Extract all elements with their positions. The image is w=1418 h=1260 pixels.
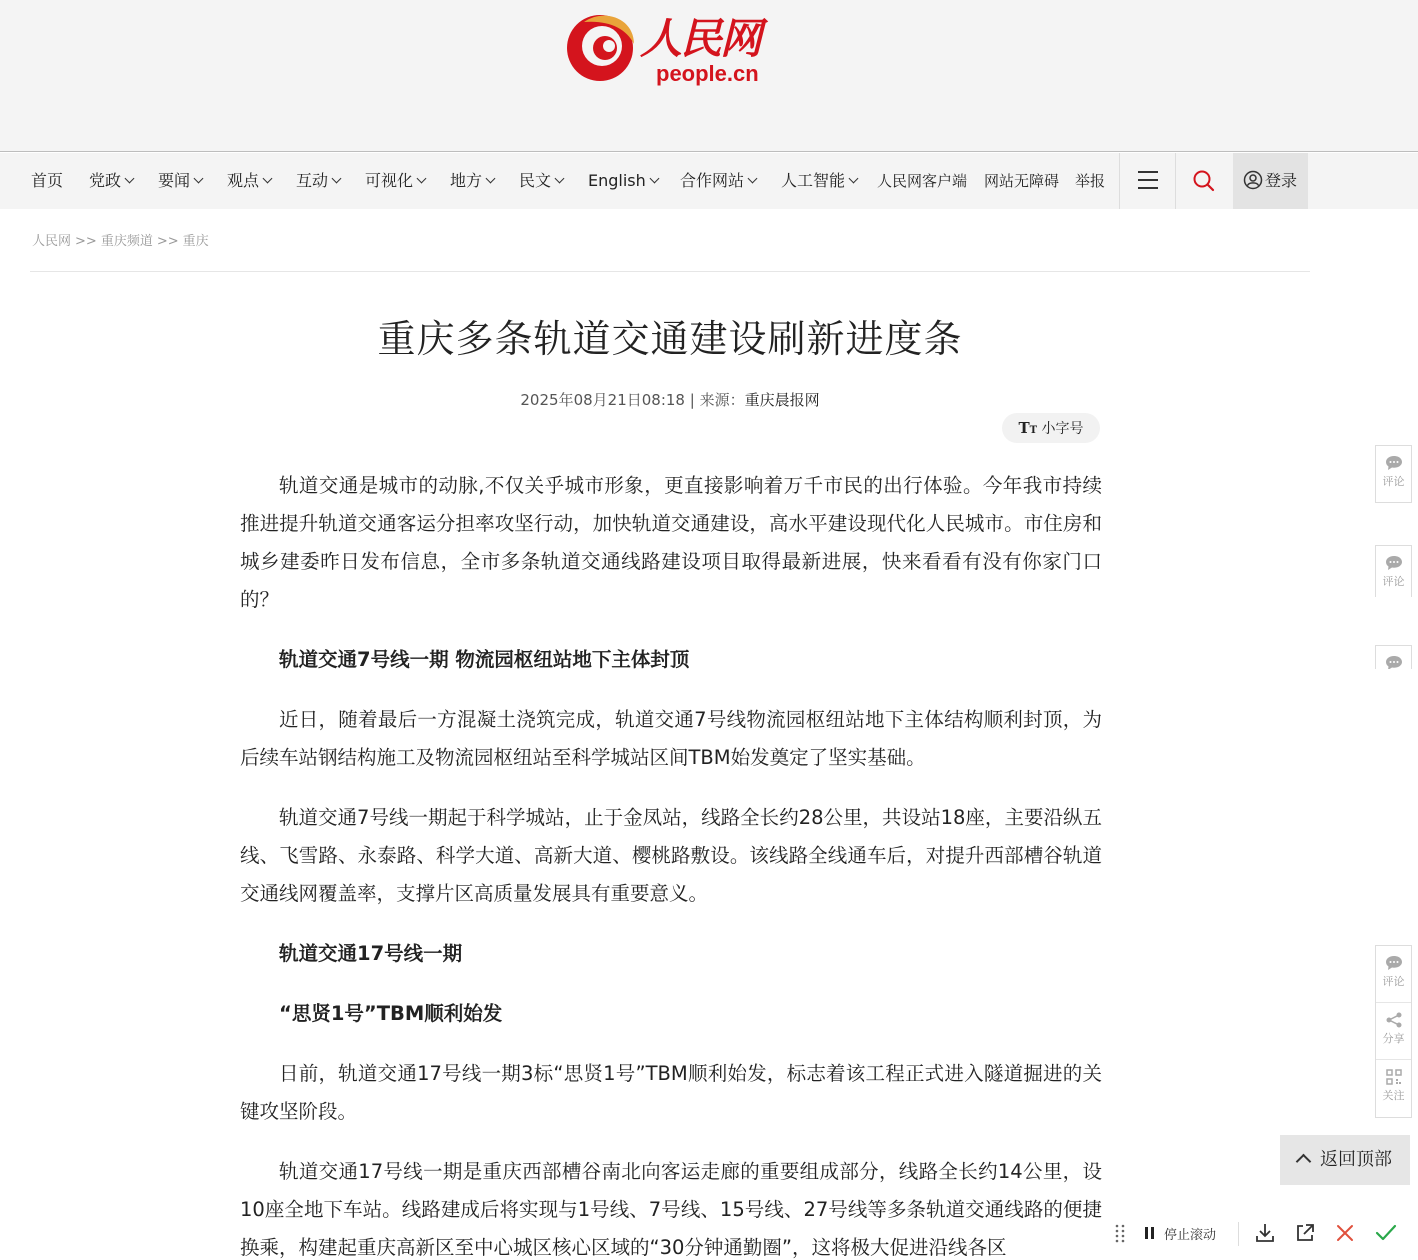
follow-label: 关注: [1382, 1089, 1405, 1102]
comment-button[interactable]: [1376, 646, 1411, 669]
bar-divider: [1238, 1222, 1239, 1246]
open-external-icon[interactable]: [1294, 1222, 1316, 1244]
comment-icon: [1385, 455, 1403, 471]
chevron-down-icon: [649, 174, 659, 184]
chevron-down-icon: [748, 174, 758, 184]
article-paragraph: 轨道交通是城市的动脉,不仅关乎城市形象，更直接影响着万千市民的出行体验。今年我市持续推进提升轨道交通客运分担率攻坚行动，加快轨道交通建设，高水平建设现代化人民城市。市住房和城乡建委昨日发布信息，全市多条轨道交通线路建设项目取得最新进展，快来看看有没有你家门口的？: [240, 474, 1102, 611]
back-to-top-button[interactable]: [1280, 1135, 1410, 1185]
menu-button[interactable]: [1120, 153, 1176, 209]
article-subheading: 轨道交通7号线一期 物流园枢纽站地下主体封顶: [279, 648, 690, 671]
stop-scroll-label[interactable]: 停止滚动: [1164, 1228, 1217, 1243]
source-prefix: | 来源：: [689, 391, 745, 409]
chevron-down-icon: [194, 174, 204, 184]
nav-item-visual[interactable]: 可视化: [365, 153, 425, 209]
chevron-down-icon: [417, 174, 427, 184]
comment-icon: [1385, 955, 1403, 971]
nav-item-home[interactable]: 首页: [31, 171, 64, 190]
follow-button[interactable]: [1376, 1060, 1411, 1117]
comment-label: 评论: [1382, 975, 1405, 988]
user-icon: [1243, 170, 1263, 190]
comment-button[interactable]: [1376, 446, 1411, 503]
hamburger-icon: [1138, 171, 1158, 173]
breadcrumb-link[interactable]: 人民网: [32, 234, 72, 249]
article-body: [240, 467, 1102, 1260]
font-size-label: 小字号: [1041, 421, 1084, 437]
comment-label: 评论: [1382, 475, 1405, 488]
chevron-down-icon: [849, 174, 859, 184]
nav-item-interact[interactable]: 互动: [296, 153, 340, 209]
comment-icon: [1385, 655, 1403, 669]
article-paragraph: 轨道交通17号线一期是重庆西部槽谷南北向客运走廊的重要组成部分，线路全长约14公里，设10座全地下车站。线路建成后将实现与1号线、7号线、15号线、27号线等多条轨道交通线路的便捷换乘，构建起重庆高新区至中心城区核心区域的“30分钟通勤圈”，这将极大促进沿线各区: [240, 1160, 1102, 1259]
site-logo[interactable]: [562, 6, 782, 90]
breadcrumb-link[interactable]: 重庆频道: [100, 234, 153, 249]
side-comment-box[interactable]: [1375, 645, 1412, 669]
comment-button[interactable]: [1376, 946, 1411, 1003]
login-button[interactable]: [1233, 153, 1308, 209]
nav-item-opinion[interactable]: 观点: [227, 153, 271, 209]
nav-item-news[interactable]: 要闻: [158, 153, 202, 209]
divider: [30, 271, 1310, 272]
side-comment-box[interactable]: [1375, 445, 1412, 503]
chevron-down-icon: [555, 174, 565, 184]
chevron-down-icon: [332, 174, 342, 184]
article-title: 重庆多条轨道交通建设刷新进度条: [377, 317, 963, 361]
pause-icon[interactable]: [1144, 1226, 1156, 1240]
nav-item-minority[interactable]: 民文: [519, 153, 563, 209]
side-comment-box[interactable]: [1375, 545, 1412, 597]
breadcrumb-separator: >>: [75, 234, 97, 249]
share-label: 分享: [1382, 1032, 1405, 1045]
breadcrumb-separator: >>: [156, 234, 179, 249]
article-subheading: “思贤1号”TBM顺利始发: [279, 1002, 503, 1025]
publish-date: 2025年08月21日08:18: [520, 391, 685, 409]
comment-button[interactable]: [1376, 546, 1411, 603]
nav-item-local[interactable]: 地方: [450, 153, 494, 209]
share-icon: [1385, 1012, 1403, 1028]
chevron-down-icon: [486, 174, 496, 184]
comment-icon: [1385, 555, 1403, 571]
back-to-top-label: 返回顶部: [1320, 1149, 1392, 1170]
drag-handle-icon[interactable]: [1114, 1222, 1126, 1244]
logo-text-cn: 人民网: [640, 14, 761, 63]
main-nav: [0, 153, 1418, 209]
chevron-down-icon: [125, 174, 135, 184]
login-label: 登录: [1265, 171, 1298, 190]
article-meta: [240, 389, 1100, 410]
article-paragraph: 轨道交通7号线一期起于科学城站，止于金凤站，线路全长约28公里，共设站18座，主要沿纵五线、飞雪路、永泰路、科学大道、高新大道、樱桃路敷设。该线路全线通车后，对提升西部槽谷轨道交通线网覆盖率，支撑片区高质量发展具有重要意义。: [240, 806, 1102, 905]
search-button[interactable]: [1176, 153, 1232, 209]
font-size-toggle[interactable]: [1002, 413, 1100, 443]
chevron-up-icon: [1296, 1154, 1312, 1170]
source-link[interactable]: 重庆晨报网: [744, 391, 820, 409]
download-icon[interactable]: [1254, 1222, 1276, 1244]
people-logo-icon: [564, 10, 636, 84]
article-paragraph: 近日，随着最后一方混凝土浇筑完成，轨道交通7号线物流园枢纽站地下主体结构顺利封顶，为后续车站钢结构施工及物流园枢纽站至科学城站区间TBM始发奠定了坚实基础。: [240, 708, 1102, 769]
side-toolbar: [1375, 945, 1412, 1118]
site-header: [0, 0, 1418, 152]
hamburger-icon-line: [1138, 179, 1158, 181]
hamburger-icon-line: [1138, 187, 1158, 189]
nav-item-report[interactable]: 举报: [1075, 172, 1106, 190]
share-button[interactable]: [1376, 1003, 1411, 1060]
nav-item-ai[interactable]: 人工智能: [781, 153, 857, 209]
logo-text-en: people.cn: [656, 61, 759, 86]
breadcrumb-link[interactable]: 重庆: [182, 234, 209, 249]
qrcode-icon: [1386, 1069, 1402, 1085]
font-size-icon: TT: [1018, 419, 1038, 437]
close-icon[interactable]: [1334, 1222, 1356, 1244]
nav-item-accessibility[interactable]: 网站无障碍: [984, 172, 1060, 190]
nav-item-party[interactable]: 党政: [89, 153, 133, 209]
article-paragraph: 日前，轨道交通17号线一期3标“思贤1号”TBM顺利始发，标志着该工程正式进入隧道掘进的关键攻坚阶段。: [240, 1062, 1102, 1123]
nav-item-partners[interactable]: 合作网站: [680, 153, 756, 209]
comment-label: 评论: [1382, 575, 1405, 588]
breadcrumb: [32, 230, 209, 249]
article-subheading: 轨道交通17号线一期: [279, 942, 463, 965]
nav-item-app[interactable]: 人民网客户端: [877, 172, 968, 190]
nav-item-english[interactable]: English: [588, 153, 658, 209]
auto-scroll-bar: [1106, 1212, 1418, 1256]
search-icon: [1192, 169, 1216, 193]
chevron-down-icon: [263, 174, 273, 184]
check-icon[interactable]: [1374, 1222, 1398, 1244]
